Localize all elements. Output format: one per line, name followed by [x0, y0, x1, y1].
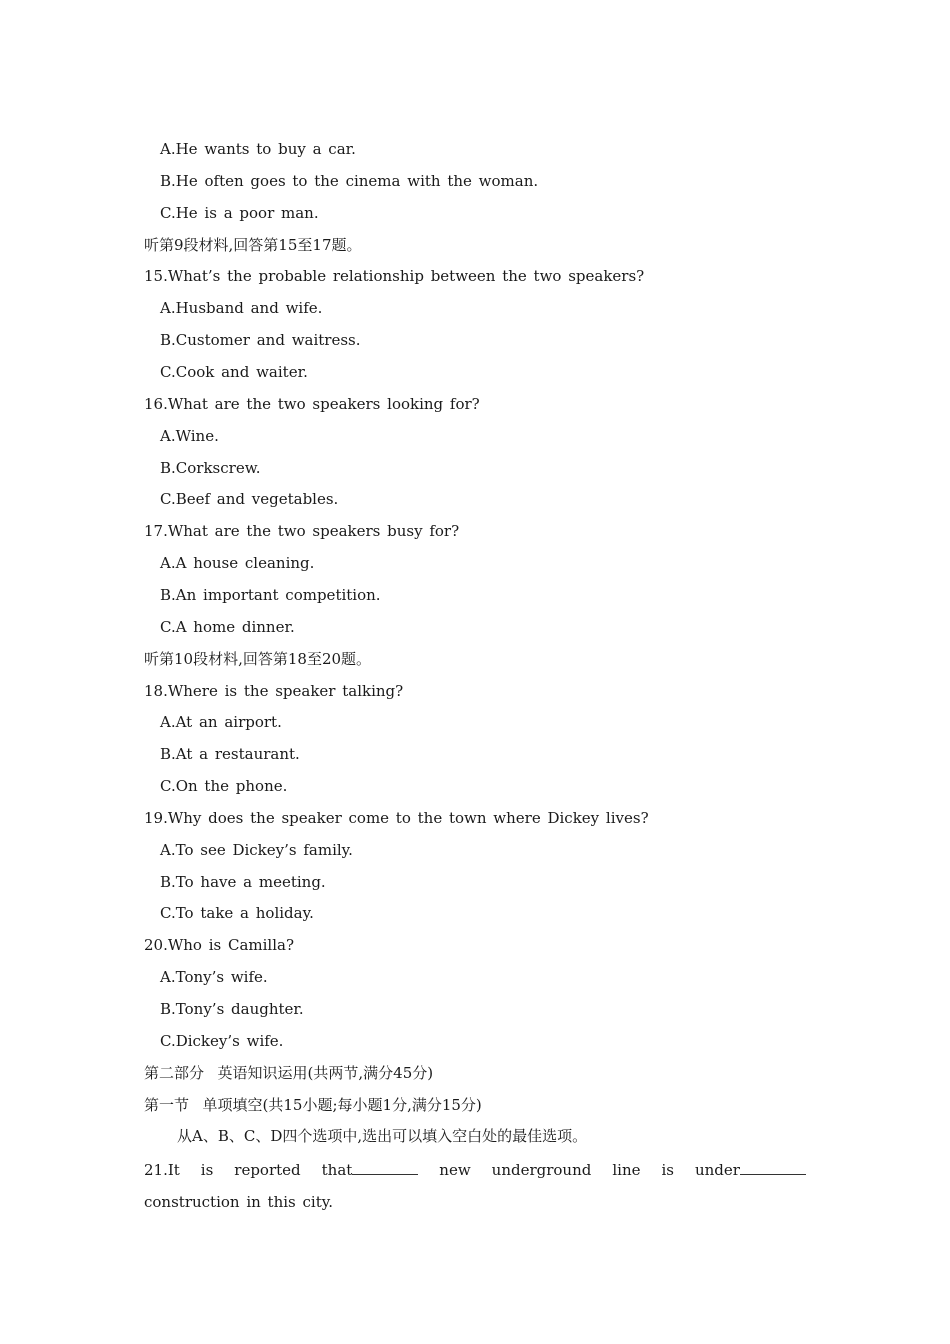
q21-word: new: [439, 1161, 471, 1179]
answer-option: A.A house cleaning.: [160, 554, 315, 572]
answer-option: C.He is a poor man.: [160, 203, 319, 222]
q21-word-with-blank: [695, 1160, 806, 1180]
q21-word-with-blank: [322, 1160, 419, 1180]
question-text: 第一节 单项填空(共15小题;每小题1分,满分15分): [144, 1095, 482, 1114]
answer-blank[interactable]: [352, 1160, 418, 1175]
answer-option: B.At a restaurant.: [160, 745, 300, 764]
question-text: 18.Where is the speaker talking?: [144, 681, 404, 700]
question-text: 20.Who is Camilla?: [144, 936, 295, 955]
question-text: 16.What are the two speakers looking for?: [144, 394, 480, 413]
answer-option: A.At an airport.: [160, 713, 282, 732]
answer-option: A.Wine.: [160, 426, 219, 445]
answer-option: B.To have a meeting.: [160, 872, 326, 891]
answer-option: C.To take a holiday.: [160, 904, 314, 923]
answer-option: A.Tony’s wife.: [160, 968, 268, 987]
answer-option: C.Beef and vegetables.: [160, 490, 339, 509]
answer-option: C.On the phone.: [160, 777, 288, 795]
question-21-line-2: construction in this city.: [144, 1193, 333, 1211]
q21-word: 21.It: [144, 1161, 180, 1179]
q21-word: is: [200, 1161, 214, 1179]
q21-word: under: [694, 1161, 740, 1179]
instruction-text: 从A、B、C、D四个选项中,选出可以填入空白处的最佳选项。: [177, 1127, 588, 1146]
answer-option: B.Corkscrew.: [160, 458, 261, 477]
answer-option: B.An important competition.: [160, 585, 381, 604]
question-text: 第二部分 英语知识运用(共两节,满分45分): [144, 1063, 434, 1082]
answer-option: C.A home dinner.: [160, 617, 295, 636]
answer-option: A.To see Dickey’s family.: [160, 840, 353, 859]
q21-word: reported: [234, 1161, 301, 1179]
answer-option: C.Cook and waiter.: [160, 363, 308, 381]
question-text: 19.Why does the speaker come to the town where Dickey lives?: [144, 808, 649, 827]
answer-option: C.Dickey’s wife.: [160, 1031, 284, 1050]
answer-option: B.Tony’s daughter.: [160, 1000, 304, 1018]
question-text: 听第10段材料,回答第18至20题。: [144, 649, 372, 668]
q21-word: line: [612, 1161, 641, 1179]
answer-option: B.Customer and waitress.: [160, 331, 361, 350]
q21-word: underground: [491, 1161, 592, 1179]
question-text: 听第9段材料,回答第15至17题。: [144, 235, 362, 254]
question-text: 15.What’s the probable relationship between the two speakers?: [144, 267, 645, 286]
q21-word: is: [661, 1161, 674, 1179]
answer-option: B.He often goes to the cinema with the woman.: [160, 171, 539, 190]
question-21-line-1: [144, 1160, 806, 1180]
answer-option: A.He wants to buy a car.: [160, 140, 356, 158]
q21-word: that: [321, 1161, 353, 1179]
answer-option: A.Husband and wife.: [160, 299, 323, 318]
question-text: 17.What are the two speakers busy for?: [144, 522, 460, 541]
answer-blank[interactable]: [740, 1160, 806, 1175]
